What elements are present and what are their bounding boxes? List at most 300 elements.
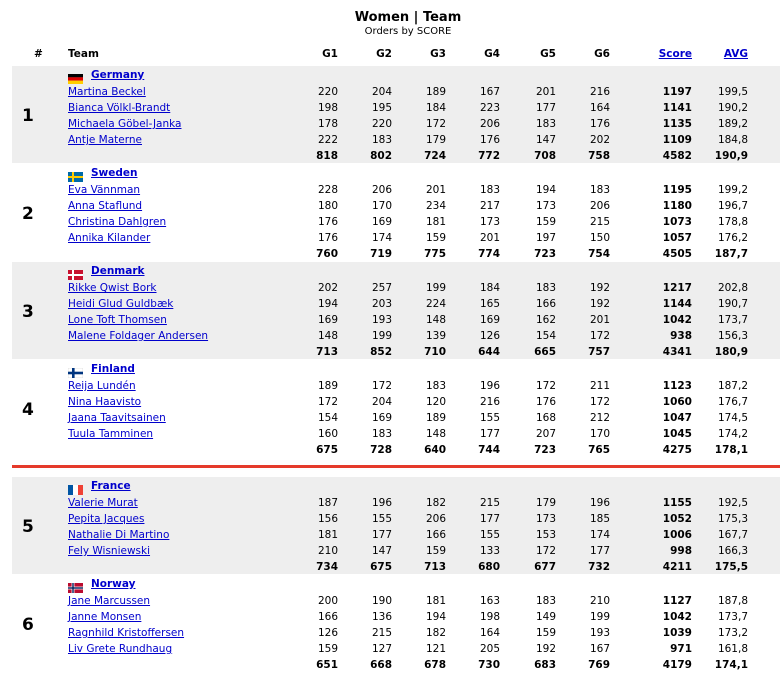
game-score: 199: [425, 282, 446, 294]
game-score: 173: [535, 200, 556, 212]
average-score: 196,7: [717, 200, 748, 212]
game-score: 203: [371, 298, 392, 310]
game-score: 160: [317, 428, 338, 440]
header-g5: G5: [540, 48, 556, 60]
game-score: 183: [371, 134, 392, 146]
country-link[interactable]: Sweden: [91, 167, 138, 179]
game-score: 207: [535, 428, 556, 440]
game-score: 183: [589, 184, 610, 196]
average-score: 192,5: [717, 497, 748, 509]
player-name-link[interactable]: Janne Monsen: [68, 611, 142, 623]
game-score: 127: [371, 643, 392, 655]
game-score: 156: [317, 513, 338, 525]
total-score: 4179: [662, 659, 692, 671]
game-score: 163: [479, 595, 500, 607]
header-g3: G3: [430, 48, 446, 60]
norway-flag-icon: [68, 578, 83, 588]
game-score: 172: [371, 380, 392, 392]
rank-number: 1: [22, 106, 34, 126]
player-row: [0, 643, 780, 659]
game-score: 193: [589, 627, 610, 639]
game-score: 181: [317, 529, 338, 541]
total-score: 4211: [662, 561, 692, 573]
rank-number: 3: [22, 302, 34, 322]
game-score: 155: [479, 412, 500, 424]
game-score: 181: [425, 595, 446, 607]
player-row: [0, 497, 780, 513]
game-score: 159: [317, 643, 338, 655]
player-row: [0, 330, 780, 346]
player-row: [0, 298, 780, 314]
header-g1: G1: [322, 48, 338, 60]
game-score: 174: [371, 232, 392, 244]
game-score: 196: [589, 497, 610, 509]
player-name-link[interactable]: Bianca Völkl-Brandt: [68, 102, 171, 114]
player-row: [0, 595, 780, 611]
average-score: 190,2: [717, 102, 748, 114]
game-score: 644: [478, 346, 500, 358]
game-score: 201: [479, 232, 500, 244]
game-score: 167: [479, 86, 500, 98]
total-score: 1052: [662, 513, 692, 525]
average-score: 173,2: [717, 627, 748, 639]
player-name-link[interactable]: Martina Beckel: [68, 86, 146, 98]
game-score: 206: [589, 200, 610, 212]
game-score: 181: [425, 216, 446, 228]
game-score: 192: [535, 643, 556, 655]
total-score: 1127: [662, 595, 692, 607]
total-score: 938: [670, 330, 692, 342]
country-link[interactable]: Germany: [91, 69, 145, 81]
game-score: 189: [317, 380, 338, 392]
game-score: 194: [425, 611, 446, 623]
rank-number: 4: [22, 400, 34, 420]
game-score: 172: [425, 118, 446, 130]
player-row: [0, 216, 780, 232]
game-score: 164: [589, 102, 610, 114]
game-score: 182: [425, 627, 446, 639]
game-score: 192: [589, 298, 610, 310]
game-score: 183: [535, 595, 556, 607]
player-row: [0, 118, 780, 134]
game-score: 197: [535, 232, 556, 244]
player-row: [0, 545, 780, 561]
game-score: 228: [317, 184, 338, 196]
player-row: [0, 412, 780, 428]
total-score: 1057: [662, 232, 692, 244]
game-score: 172: [535, 545, 556, 557]
game-score: 183: [371, 428, 392, 440]
header-g2: G2: [376, 48, 392, 60]
player-row: [0, 513, 780, 529]
game-score: 775: [424, 248, 446, 260]
game-score: 204: [371, 86, 392, 98]
game-score: 802: [370, 150, 392, 162]
total-score: 1123: [662, 380, 692, 392]
player-row: [0, 282, 780, 298]
average-score: 199,5: [717, 86, 748, 98]
game-score: 173: [535, 513, 556, 525]
game-score: 166: [535, 298, 556, 310]
game-score: 183: [425, 380, 446, 392]
total-score: 4582: [662, 150, 692, 162]
game-score: 194: [317, 298, 338, 310]
game-score: 774: [478, 248, 500, 260]
game-score: 148: [425, 428, 446, 440]
team-total-row: [0, 444, 780, 460]
country-link[interactable]: France: [91, 480, 131, 492]
game-score: 189: [425, 412, 446, 424]
game-score: 170: [589, 428, 610, 440]
average-score: 175,3: [717, 513, 748, 525]
game-score: 196: [371, 497, 392, 509]
total-score: 1197: [662, 86, 692, 98]
game-score: 184: [479, 282, 500, 294]
game-score: 179: [425, 134, 446, 146]
player-row: [0, 611, 780, 627]
player-name-link[interactable]: Pepita Jacques: [68, 513, 145, 525]
player-name-link[interactable]: Jaana Taavitsainen: [68, 412, 166, 424]
player-name-link[interactable]: Annika Kilander: [68, 232, 151, 244]
player-name-link[interactable]: Reija Lundén: [68, 380, 136, 392]
game-score: 155: [371, 513, 392, 525]
average-score: 178,8: [717, 216, 748, 228]
game-score: 183: [535, 282, 556, 294]
sort-avg-link[interactable]: AVG: [723, 48, 748, 60]
player-row: [0, 314, 780, 330]
game-score: 728: [370, 444, 392, 456]
game-score: 223: [479, 102, 500, 114]
game-score: 215: [371, 627, 392, 639]
average-score: 176,2: [717, 232, 748, 244]
game-score: 205: [479, 643, 500, 655]
game-score: 178: [317, 118, 338, 130]
player-name-link[interactable]: Nathalie Di Martino: [68, 529, 170, 541]
country-link[interactable]: Norway: [91, 578, 136, 590]
game-score: 680: [478, 561, 500, 573]
game-score: 149: [535, 611, 556, 623]
game-score: 159: [425, 232, 446, 244]
game-score: 206: [479, 118, 500, 130]
finland-flag-icon: [68, 363, 83, 373]
header-avg[interactable]: [704, 48, 748, 62]
game-score: 155: [479, 529, 500, 541]
total-score: 1135: [662, 118, 692, 130]
game-score: 133: [479, 545, 500, 557]
game-score: 765: [588, 444, 610, 456]
game-score: 172: [589, 330, 610, 342]
game-score: 210: [317, 545, 338, 557]
player-name-link[interactable]: Valerie Murat: [68, 497, 138, 509]
game-score: 187: [317, 497, 338, 509]
player-name-link[interactable]: Antje Materne: [68, 134, 142, 146]
game-score: 199: [371, 330, 392, 342]
game-score: 678: [424, 659, 446, 671]
game-score: 202: [589, 134, 610, 146]
sweden-flag-icon: [68, 167, 83, 177]
player-name-link[interactable]: Christina Dahlgren: [68, 216, 167, 228]
header-score[interactable]: [650, 48, 692, 62]
game-score: 651: [316, 659, 338, 671]
player-row: [0, 102, 780, 118]
player-row: [0, 200, 780, 216]
average-score: 161,8: [717, 643, 748, 655]
game-score: 126: [317, 627, 338, 639]
game-score: 154: [535, 330, 556, 342]
game-score: 159: [535, 627, 556, 639]
average-score: 175,5: [714, 561, 748, 573]
game-score: 182: [425, 497, 446, 509]
game-score: 220: [317, 86, 338, 98]
separator-line: [12, 465, 780, 468]
game-score: 148: [317, 330, 338, 342]
game-score: 744: [478, 444, 500, 456]
country-link[interactable]: Denmark: [91, 265, 145, 277]
total-score: 1195: [662, 184, 692, 196]
rank-number: 6: [22, 615, 34, 635]
game-score: 713: [424, 561, 446, 573]
game-score: 176: [317, 216, 338, 228]
game-score: 177: [371, 529, 392, 541]
game-score: 172: [317, 396, 338, 408]
game-score: 719: [370, 248, 392, 260]
player-name-link[interactable]: Liv Grete Rundhaug: [68, 643, 173, 655]
game-score: 211: [589, 380, 610, 392]
game-score: 194: [535, 184, 556, 196]
player-name-link[interactable]: Anna Staflund: [68, 200, 143, 212]
game-score: 723: [534, 444, 556, 456]
game-score: 120: [425, 396, 446, 408]
game-score: 170: [371, 200, 392, 212]
game-score: 169: [371, 412, 392, 424]
total-score: 1073: [662, 216, 692, 228]
average-score: 190,7: [717, 298, 748, 310]
game-score: 193: [371, 314, 392, 326]
player-row: [0, 380, 780, 396]
total-score: 4275: [662, 444, 692, 456]
total-score: 1144: [662, 298, 692, 310]
average-score: 174,5: [717, 412, 748, 424]
denmark-flag-icon: [68, 265, 83, 275]
game-score: 154: [317, 412, 338, 424]
game-score: 677: [534, 561, 556, 573]
game-score: 200: [317, 595, 338, 607]
average-score: 184,8: [717, 134, 748, 146]
page-subtitle: Orders by SCORE: [364, 26, 452, 37]
game-score: 196: [479, 380, 500, 392]
game-score: 179: [535, 497, 556, 509]
game-score: 206: [425, 513, 446, 525]
game-score: 169: [371, 216, 392, 228]
game-score: 215: [479, 497, 500, 509]
game-score: 177: [479, 428, 500, 440]
total-score: 1006: [662, 529, 692, 541]
game-score: 724: [424, 150, 446, 162]
header-rank: #: [34, 48, 43, 60]
game-score: 201: [589, 314, 610, 326]
game-score: 189: [425, 86, 446, 98]
game-score: 192: [589, 282, 610, 294]
rank-number: 5: [22, 517, 34, 537]
total-score: 1042: [662, 611, 692, 623]
game-score: 732: [588, 561, 610, 573]
game-score: 172: [589, 396, 610, 408]
average-score: 156,3: [717, 330, 748, 342]
france-flag-icon: [68, 480, 83, 490]
page-title: Women | Team: [354, 10, 462, 25]
total-score: 1039: [662, 627, 692, 639]
game-score: 852: [370, 346, 392, 358]
player-row: [0, 134, 780, 150]
player-name-link[interactable]: Ragnhild Kristoffersen: [68, 627, 185, 639]
average-score: 199,2: [717, 184, 748, 196]
average-score: 190,9: [714, 150, 748, 162]
player-row: [0, 86, 780, 102]
total-score: 1045: [662, 428, 692, 440]
player-name-link[interactable]: Heidi Glud Guldbæk: [68, 298, 174, 310]
game-score: 204: [371, 396, 392, 408]
game-score: 136: [371, 611, 392, 623]
total-score: 4505: [662, 248, 692, 260]
game-score: 640: [424, 444, 446, 456]
total-score: 1217: [662, 282, 692, 294]
average-score: 173,7: [717, 611, 748, 623]
game-score: 183: [535, 118, 556, 130]
game-score: 180: [317, 200, 338, 212]
game-score: 169: [317, 314, 338, 326]
header-g4: G4: [484, 48, 500, 60]
player-name-link[interactable]: Nina Haavisto: [68, 396, 142, 408]
player-row: [0, 232, 780, 248]
player-name-link[interactable]: Tuula Tamminen: [68, 428, 154, 440]
game-score: 153: [535, 529, 556, 541]
game-score: 210: [589, 595, 610, 607]
total-score: 1180: [662, 200, 692, 212]
game-score: 176: [479, 134, 500, 146]
game-score: 668: [370, 659, 392, 671]
total-score: 1155: [662, 497, 692, 509]
game-score: 216: [479, 396, 500, 408]
header-team: Team: [68, 48, 99, 60]
game-score: 167: [589, 643, 610, 655]
player-row: [0, 529, 780, 545]
average-score: 187,8: [717, 595, 748, 607]
game-score: 126: [479, 330, 500, 342]
game-score: 665: [534, 346, 556, 358]
player-name-link[interactable]: Lone Toft Thomsen: [68, 314, 167, 326]
rank-number: 2: [22, 204, 34, 224]
game-score: 215: [589, 216, 610, 228]
average-score: 202,8: [717, 282, 748, 294]
game-score: 217: [479, 200, 500, 212]
game-score: 177: [479, 513, 500, 525]
game-score: 176: [535, 396, 556, 408]
player-name-link[interactable]: Eva Vännman: [68, 184, 141, 196]
game-score: 147: [371, 545, 392, 557]
game-score: 758: [588, 150, 610, 162]
total-score: 1109: [662, 134, 692, 146]
average-score: 187,2: [717, 380, 748, 392]
game-score: 730: [478, 659, 500, 671]
country-link[interactable]: Finland: [91, 363, 135, 375]
game-score: 150: [589, 232, 610, 244]
game-score: 760: [316, 248, 338, 260]
game-score: 206: [371, 184, 392, 196]
game-score: 257: [371, 282, 392, 294]
player-row: [0, 184, 780, 200]
game-score: 713: [316, 346, 338, 358]
game-score: 769: [588, 659, 610, 671]
game-score: 772: [478, 150, 500, 162]
sort-score-link[interactable]: Score: [658, 48, 692, 60]
game-score: 139: [425, 330, 446, 342]
game-score: 723: [534, 248, 556, 260]
game-score: 165: [479, 298, 500, 310]
game-score: 164: [479, 627, 500, 639]
game-score: 177: [535, 102, 556, 114]
total-score: 4341: [662, 346, 692, 358]
game-score: 202: [317, 282, 338, 294]
game-score: 168: [535, 412, 556, 424]
game-score: 183: [479, 184, 500, 196]
game-score: 177: [589, 545, 610, 557]
player-name-link[interactable]: Malene Foldager Andersen: [68, 330, 209, 342]
game-score: 201: [535, 86, 556, 98]
game-score: 185: [589, 513, 610, 525]
game-score: 224: [425, 298, 446, 310]
header-g6: G6: [594, 48, 610, 60]
game-score: 734: [316, 561, 338, 573]
average-score: 176,7: [717, 396, 748, 408]
player-row: [0, 428, 780, 444]
game-score: 169: [479, 314, 500, 326]
average-score: 189,2: [717, 118, 748, 130]
total-score: 1060: [662, 396, 692, 408]
game-score: 190: [371, 595, 392, 607]
game-score: 147: [535, 134, 556, 146]
game-score: 166: [317, 611, 338, 623]
total-score: 1047: [662, 412, 692, 424]
team-total-row: [0, 659, 780, 675]
total-score: 1141: [662, 102, 692, 114]
game-score: 198: [317, 102, 338, 114]
game-score: 683: [534, 659, 556, 671]
game-score: 121: [425, 643, 446, 655]
game-score: 174: [589, 529, 610, 541]
player-name-link[interactable]: Rikke Qwist Bork: [68, 282, 157, 294]
game-score: 166: [425, 529, 446, 541]
game-score: 199: [589, 611, 610, 623]
average-score: 166,3: [717, 545, 748, 557]
game-score: 195: [371, 102, 392, 114]
game-score: 234: [425, 200, 446, 212]
game-score: 148: [425, 314, 446, 326]
player-name-link[interactable]: Fely Wisniewski: [68, 545, 151, 557]
game-score: 212: [589, 412, 610, 424]
game-score: 710: [424, 346, 446, 358]
average-score: 174,2: [717, 428, 748, 440]
game-score: 201: [425, 184, 446, 196]
player-name-link[interactable]: Michaela Göbel-Janka: [68, 118, 182, 130]
game-score: 708: [534, 150, 556, 162]
game-score: 162: [535, 314, 556, 326]
game-score: 176: [317, 232, 338, 244]
game-score: 184: [425, 102, 446, 114]
germany-flag-icon: [68, 69, 83, 79]
player-name-link[interactable]: Jane Marcussen: [68, 595, 151, 607]
game-score: 176: [589, 118, 610, 130]
game-score: 172: [535, 380, 556, 392]
